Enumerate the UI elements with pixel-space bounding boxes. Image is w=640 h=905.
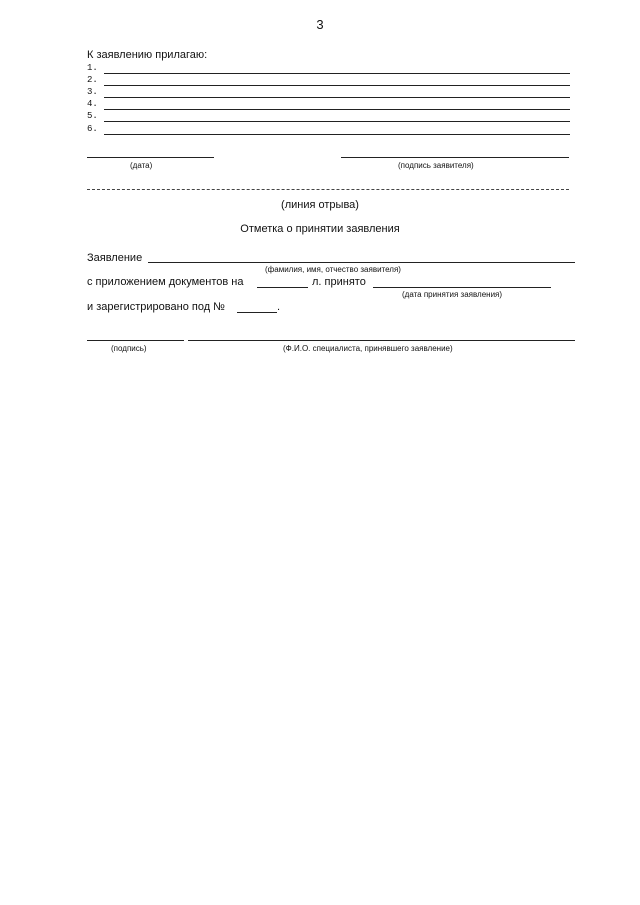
registered-end: . (277, 301, 281, 313)
attachment-number: 2. (87, 75, 98, 85)
attachment-row-1[interactable] (87, 63, 570, 75)
attachment-number: 1. (87, 63, 98, 73)
acceptance-date-caption: (дата принятия заявления) (402, 290, 503, 299)
applicant-signature-caption: (подпись заявителя) (398, 161, 474, 170)
attachment-line (104, 97, 570, 98)
attachment-line (104, 121, 570, 122)
attachment-row-6[interactable] (87, 124, 570, 136)
tear-off-line (87, 189, 569, 190)
attachment-line (104, 109, 570, 110)
attachment-row-2[interactable] (87, 75, 570, 87)
statement-label: Заявление (87, 252, 143, 264)
attachment-number: 5. (87, 111, 98, 121)
specialist-signature-caption: (подпись) (111, 344, 147, 353)
attachment-line (104, 73, 570, 74)
specialist-signature-line[interactable] (87, 340, 184, 341)
specialist-name-line[interactable] (188, 340, 575, 341)
attachment-number: 6. (87, 124, 98, 134)
applicant-name-caption: (фамилия, имя, отчество заявителя) (265, 265, 401, 274)
attachment-line (104, 134, 570, 135)
page-number: 3 (316, 17, 324, 32)
attachment-line (104, 85, 570, 86)
date-line[interactable] (87, 157, 214, 158)
attachment-number: 4. (87, 99, 98, 109)
attachments-prefix: с приложением документов на (87, 276, 244, 288)
attachment-number: 3. (87, 87, 98, 97)
sheets-suffix: л. принято (312, 276, 366, 288)
attachment-row-3[interactable] (87, 87, 570, 99)
date-caption: (дата) (130, 161, 153, 170)
attachment-row-5[interactable] (87, 111, 570, 123)
tear-off-label: (линия отрыва) (281, 199, 359, 211)
acceptance-date-line[interactable] (373, 287, 551, 288)
attachments-heading: К заявлению прилагаю: (87, 49, 208, 61)
registered-label: и зарегистрировано под № (87, 301, 225, 313)
registration-number-line[interactable] (237, 312, 277, 313)
applicant-signature-line[interactable] (341, 157, 569, 158)
attachment-row-4[interactable] (87, 99, 570, 111)
sheets-count-line[interactable] (257, 287, 308, 288)
applicant-name-line[interactable] (148, 262, 575, 263)
acceptance-title: Отметка о принятии заявления (240, 223, 400, 235)
specialist-name-caption: (Ф.И.О. специалиста, принявшего заявление) (283, 344, 453, 353)
